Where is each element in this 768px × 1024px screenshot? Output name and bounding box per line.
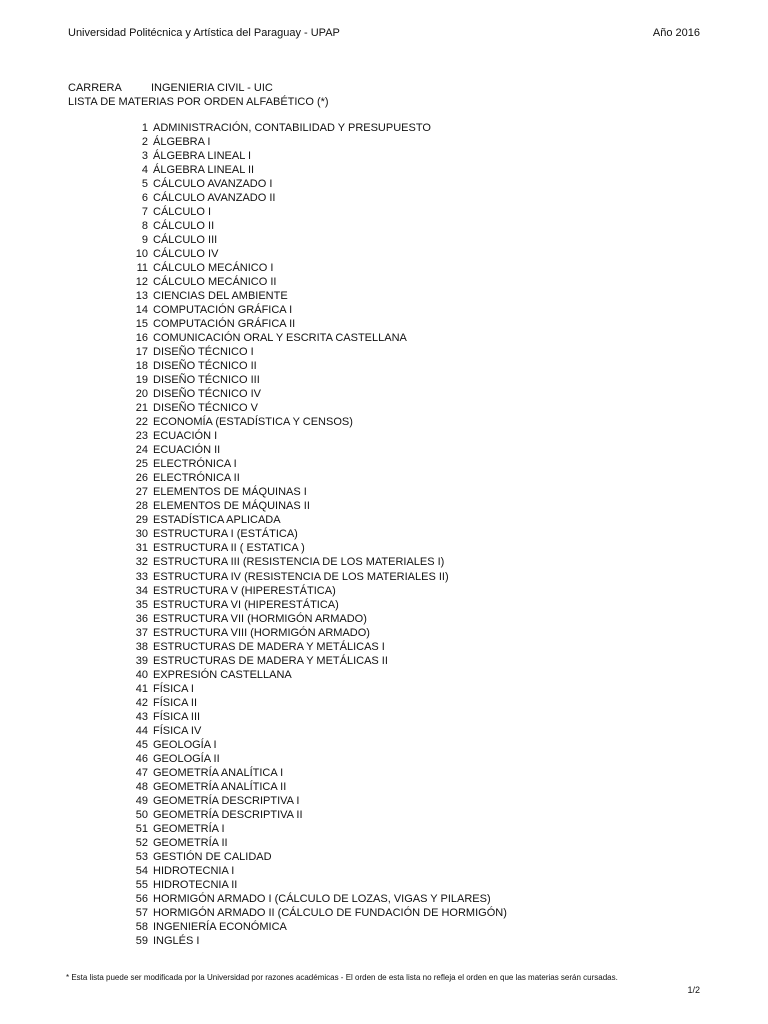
subject-name: HIDROTECNIA II	[153, 878, 238, 891]
subject-number: 45	[135, 738, 148, 751]
subject-item	[118, 668, 507, 682]
subject-number: 28	[135, 500, 148, 513]
subject-number: 25	[135, 458, 148, 471]
subject-item	[118, 247, 507, 261]
subject-number: 42	[135, 696, 148, 709]
subject-item	[118, 457, 507, 471]
subject-name: ECUACIÓN I	[153, 430, 218, 443]
subject-item	[118, 738, 507, 752]
footnote: * Esta lista puede ser modificada por la Universidad por razones académicas - El orden de esta lista no refleja el orden en que las materias serán cursadas.	[66, 973, 618, 982]
carrera-value: INGENIERIA CIVIL - UIC	[151, 82, 273, 94]
subject-name: ÁLGEBRA LINEAL II	[153, 164, 255, 177]
subject-name: CÁLCULO IV	[153, 248, 219, 261]
subject-number: 43	[135, 710, 148, 723]
subject-number: 59	[135, 934, 148, 947]
subject-number: 54	[135, 864, 148, 877]
subject-item	[118, 527, 507, 541]
subject-number: 51	[135, 822, 148, 835]
subject-number: 26	[135, 472, 148, 485]
subject-list	[118, 121, 507, 948]
subject-number: 39	[135, 654, 148, 667]
subject-number: 2	[141, 136, 148, 149]
subject-name: CÁLCULO I	[153, 206, 212, 219]
subject-name: CÁLCULO AVANZADO I	[153, 178, 273, 191]
subject-item	[118, 696, 507, 710]
subject-item	[118, 780, 507, 794]
subject-name: DISEÑO TÉCNICO I	[153, 346, 254, 359]
subject-item	[118, 275, 507, 289]
subject-number: 50	[135, 808, 148, 821]
subject-number: 24	[135, 444, 148, 457]
subject-number: 18	[135, 360, 148, 373]
subject-item	[118, 177, 507, 191]
subject-item	[118, 513, 507, 527]
subject-number: 14	[135, 304, 148, 317]
subject-number: 34	[135, 584, 148, 597]
subject-name: EXPRESIÓN CASTELLANA	[153, 668, 292, 681]
subject-number: 49	[135, 794, 148, 807]
subject-item	[118, 317, 507, 331]
carrera-label: CARRERA	[68, 82, 122, 94]
subject-number: 46	[135, 752, 148, 765]
subject-number: 3	[141, 150, 148, 163]
subject-number: 1	[141, 122, 148, 134]
subject-item	[118, 892, 507, 906]
subject-number: 5	[141, 178, 148, 191]
subject-item	[118, 682, 507, 696]
subject-number: 20	[135, 388, 148, 401]
subject-item	[118, 640, 507, 654]
subject-name: ECUACIÓN II	[153, 444, 221, 457]
subject-name: CÁLCULO MECÁNICO II	[153, 276, 277, 289]
subject-name: ESTRUCTURA V (HIPERESTÁTICA)	[153, 584, 336, 597]
subject-item	[118, 654, 507, 668]
subject-item	[118, 766, 507, 780]
subject-name: ÁLGEBRA LINEAL I	[153, 150, 252, 163]
subject-name: ESTRUCTURAS DE MADERA Y METÁLICAS II	[153, 654, 388, 667]
subject-name: GEOMETRÍA ANALÍTICA II	[153, 780, 287, 793]
subject-name: HORMIGÓN ARMADO II (CÁLCULO DE FUNDACIÓN DE HORMIGÓN)	[153, 906, 507, 919]
subject-name: ELECTRÓNICA II	[153, 472, 240, 485]
subject-number: 12	[135, 276, 148, 289]
subject-number: 32	[135, 556, 148, 569]
subject-number: 56	[135, 892, 148, 905]
subject-name: ELEMENTOS DE MÁQUINAS II	[153, 500, 310, 513]
subject-number: 57	[135, 906, 148, 919]
subject-name: DISEÑO TÉCNICO IV	[153, 388, 261, 401]
subject-item	[118, 359, 507, 373]
subject-number: 41	[135, 682, 148, 695]
subject-number: 38	[135, 640, 148, 653]
subject-item	[118, 485, 507, 499]
subject-item	[118, 415, 507, 429]
subject-item	[118, 906, 507, 920]
subject-number: 47	[135, 766, 148, 779]
subject-number: 48	[135, 780, 148, 793]
subject-number: 23	[135, 430, 148, 443]
list-subtitle: LISTA DE MATERIAS POR ORDEN ALFABÉTICO (*)	[68, 96, 329, 108]
subject-item	[118, 121, 507, 135]
subject-name: GEOMETRÍA DESCRIPTIVA I	[153, 794, 300, 807]
subject-item	[118, 429, 507, 443]
subject-name: COMPUTACIÓN GRÁFICA I	[153, 304, 293, 317]
subject-number: 6	[141, 192, 148, 205]
subject-item	[118, 612, 507, 626]
subject-item	[118, 401, 507, 415]
subject-name: ESTRUCTURAS DE MADERA Y METÁLICAS I	[153, 640, 385, 653]
subject-name: GEOLOGÍA I	[153, 738, 217, 751]
subject-number: 11	[136, 262, 148, 275]
subject-number: 29	[135, 514, 148, 527]
subject-name: INGENIERÍA ECONÓMICA	[153, 920, 287, 933]
subject-name: ESTRUCTURA VII (HORMIGÓN ARMADO)	[153, 612, 367, 625]
subject-name: ESTRUCTURA III (RESISTENCIA DE LOS MATERIALES I)	[153, 556, 445, 569]
subject-number: 9	[141, 234, 148, 247]
subject-name: COMUNICACIÓN ORAL Y ESCRITA CASTELLANA	[153, 332, 407, 345]
subject-name: ÁLGEBRA I	[153, 136, 211, 149]
subject-number: 17	[135, 346, 148, 359]
subject-item	[118, 331, 507, 345]
subject-number: 19	[135, 374, 148, 387]
subject-number: 16	[135, 332, 148, 345]
subject-item	[118, 303, 507, 317]
subject-item	[118, 289, 507, 303]
subject-name: HORMIGÓN ARMADO I (CÁLCULO DE LOZAS, VIGAS Y PILARES)	[153, 892, 491, 905]
subject-name: CÁLCULO AVANZADO II	[153, 192, 276, 205]
subject-name: COMPUTACIÓN GRÁFICA II	[153, 318, 296, 331]
subject-number: 31	[135, 542, 148, 555]
subject-name: DISEÑO TÉCNICO III	[153, 374, 260, 387]
subject-item	[118, 373, 507, 387]
subject-item	[118, 191, 507, 205]
subject-number: 40	[135, 668, 148, 681]
subject-name: ESTRUCTURA VI (HIPERESTÁTICA)	[153, 598, 339, 611]
subject-number: 30	[135, 528, 148, 541]
subject-item	[118, 541, 507, 555]
subject-number: 27	[135, 486, 148, 499]
subject-item	[118, 205, 507, 219]
subject-item	[118, 499, 507, 513]
subject-item	[118, 808, 507, 822]
subject-name: ESTRUCTURA II ( ESTATICA )	[153, 542, 305, 555]
subject-number: 53	[135, 850, 148, 863]
subject-item	[118, 626, 507, 640]
subject-item	[118, 345, 507, 359]
subject-number: 13	[135, 290, 148, 303]
subject-name: FÍSICA IV	[153, 724, 202, 737]
subject-name: GEOMETRÍA II	[153, 836, 228, 849]
subject-name: FÍSICA III	[153, 710, 201, 723]
subject-name: CÁLCULO III	[153, 234, 218, 247]
subject-name: INGLÉS I	[153, 934, 200, 947]
subject-name: CÁLCULO MECÁNICO I	[153, 262, 274, 275]
subject-number: 8	[141, 220, 148, 233]
subject-number: 55	[135, 878, 148, 891]
subject-item	[118, 555, 507, 569]
subject-number: 22	[135, 416, 148, 429]
subject-number: 44	[135, 724, 148, 737]
subject-name: HIDROTECNIA I	[153, 864, 235, 877]
subject-name: ELECTRÓNICA I	[153, 458, 237, 471]
subject-name: ESTRUCTURA VIII (HORMIGÓN ARMADO)	[153, 626, 370, 639]
subject-item	[118, 471, 507, 485]
subject-name: CÁLCULO II	[153, 220, 215, 233]
carrera-line	[68, 81, 273, 95]
subject-name: DISEÑO TÉCNICO V	[153, 402, 258, 415]
subject-number: 35	[135, 598, 148, 611]
subject-name: GEOMETRÍA I	[153, 822, 225, 835]
subject-name: GEOMETRÍA DESCRIPTIVA II	[153, 808, 303, 821]
subject-number: 21	[135, 402, 148, 415]
subject-item	[118, 822, 507, 836]
subject-item	[118, 934, 507, 948]
subject-item	[118, 836, 507, 850]
year-header: Año 2016	[652, 27, 700, 39]
subject-name: ESTRUCTURA IV (RESISTENCIA DE LOS MATERIALES II)	[153, 570, 449, 583]
subject-item	[118, 233, 507, 247]
subject-item	[118, 387, 507, 401]
subject-item	[118, 570, 507, 584]
subject-name: ADMINISTRACIÓN, CONTABILIDAD Y PRESUPUESTO	[153, 122, 431, 134]
subject-name: CIENCIAS DEL AMBIENTE	[153, 290, 288, 303]
subject-name: ESTRUCTURA I (ESTÁTICA)	[153, 528, 298, 541]
subject-number: 33	[135, 570, 148, 583]
subject-number: 52	[135, 836, 148, 849]
page-number: 1/2	[687, 985, 700, 995]
subject-name: DISEÑO TÉCNICO II	[153, 360, 257, 373]
subject-number: 37	[135, 626, 148, 639]
subject-item	[118, 850, 507, 864]
subject-item	[118, 135, 507, 149]
subject-number: 7	[141, 206, 148, 219]
subject-name: GEOLOGÍA II	[153, 752, 220, 765]
subject-name: FÍSICA II	[153, 696, 198, 709]
subject-number: 10	[135, 248, 148, 261]
subject-item	[118, 752, 507, 766]
subject-number: 58	[135, 920, 148, 933]
subject-item	[118, 710, 507, 724]
subject-number: 36	[135, 612, 148, 625]
subject-number: 15	[135, 318, 148, 331]
subject-name: ECONOMÍA (ESTADÍSTICA Y CENSOS)	[153, 416, 353, 429]
subject-item	[118, 794, 507, 808]
subject-item	[118, 920, 507, 934]
subject-name: ESTADÍSTICA APLICADA	[153, 514, 281, 527]
subject-number: 4	[141, 164, 148, 177]
subject-item	[118, 598, 507, 612]
subject-item	[118, 443, 507, 457]
subject-name: ELEMENTOS DE MÁQUINAS I	[153, 486, 307, 499]
subject-item	[118, 261, 507, 275]
institution-header: Universidad Politécnica y Artística del Paraguay - UPAP	[68, 27, 340, 39]
subject-item	[118, 724, 507, 738]
subject-item	[118, 878, 507, 892]
subject-item	[118, 149, 507, 163]
subject-item	[118, 864, 507, 878]
subject-item	[118, 584, 507, 598]
subject-name: GESTIÓN DE CALIDAD	[153, 850, 272, 863]
subject-item	[118, 219, 507, 233]
subject-name: FÍSICA I	[153, 682, 194, 695]
subject-item	[118, 163, 507, 177]
subject-name: GEOMETRÍA ANALÍTICA I	[153, 766, 284, 779]
